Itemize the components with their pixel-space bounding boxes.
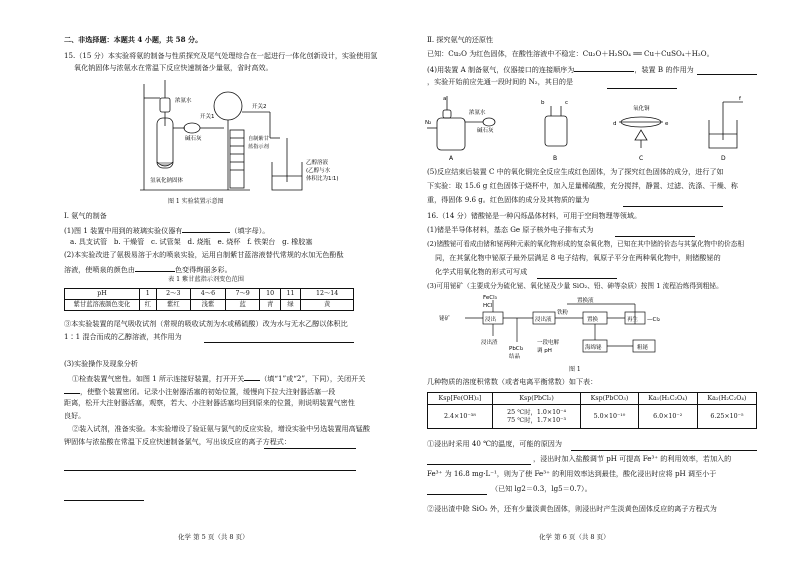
q15-4-order-blank[interactable]: [574, 64, 634, 72]
fig1-label-switch1: 开关1: [200, 114, 215, 120]
q15-exp-ii-answer-line1[interactable]: [264, 448, 356, 449]
flow-crystal: 结晶: [509, 354, 521, 360]
flow-sponge: 海绵铋: [585, 345, 602, 351]
q16-3-i-answer-line1[interactable]: [571, 450, 757, 451]
q15-1: (1)图 1 装置中用到的玻璃实验仪器有 （填字母）。: [64, 226, 270, 235]
ksp-intro: 几种物质的溶度积常数（或者电离平衡常数）如下表：: [427, 377, 598, 386]
flow-regen: 再生: [627, 317, 639, 323]
q15-exp-ii-line2: 钾固体与浓盐酸在常温下反应快速制备氯气，写出该反应的离子方程式：: [64, 437, 291, 446]
fig2-label-a: a: [443, 96, 447, 102]
flow-cl2: —Cl₂: [647, 317, 661, 323]
flow-ore: 铋矿: [439, 316, 451, 322]
q15-intro-line2: 氧化钠固体与浓氨水在常温下反应快速制备少量氨，省时高效。: [74, 63, 273, 72]
figure1-apparatus: [130, 78, 360, 196]
flow-leach: 浸出: [485, 317, 497, 323]
flow-one-step: 一段电解: [537, 340, 560, 346]
flow-leach-residue: 浸出渣: [481, 340, 498, 346]
q15-1-options: a. 具支试管 b. 干燥管 c. 试管架 d. 烧瓶 e. 烧杯 f. 铁架台 g. 橡胶塞: [70, 237, 313, 246]
q16-3-i-line2: ，浸出时加入盐酸调节 pH 可提高 Fe³⁺ 的利用效率，若加入的: [533, 454, 732, 463]
q15-3-answer-line[interactable]: [204, 342, 354, 343]
q15-2-line2: 溶液，使喷泉的颜色由 色变得绚丽多彩。: [64, 265, 232, 274]
fig1-label-indicator-1: 自制紫甘: [248, 136, 269, 142]
q16-2-answer-line[interactable]: [537, 278, 617, 279]
fig2-label-b: b: [541, 100, 545, 106]
q15-4-line2: ，实验开始前应先通一段时间的 N₂，其目的是: [427, 77, 574, 86]
q16-intro: 16.（14 分）锗酸铋是一种闪烁晶体材料，可用于空间物理等领域。: [427, 211, 642, 220]
q15-exp-title: (3)实验操作及现象分析: [64, 359, 138, 368]
q16-2-line2: 同，在其氯化物中铋原子最外层满足 8 电子结构，氧原子平分在两种氧化物中，则锗酸铋的: [435, 253, 721, 262]
q15-5-line1: (5)反应结束后装置 C 中的氧化铜完全反应生成红色固体，为了探究红色固体的成分，进行了如: [427, 167, 724, 176]
q15-exp-i-line3: 距离，松开大注射器活塞，观察，若大、小注射器活塞均回到原来的位置，则说明装置气密性: [64, 398, 355, 407]
q15-1-answer-blank[interactable]: [182, 225, 230, 233]
q15-4-purpose-line[interactable]: [697, 74, 757, 75]
q15-exp-i-line1: ①检查装置气密性。如图 1 所示连接好装置，打开开关 （填“1”或“2”，下同），关闭开关: [72, 374, 366, 383]
fig2-label-D: D: [721, 155, 726, 162]
flow-filtrate: 浸出液: [535, 317, 552, 323]
left-footer: 化学 第 5 页（共 8 页）: [178, 533, 249, 541]
q15-3-line1: ③本实验装置的尾气吸收试剂（常规的吸收试剂为水或稀硫酸）改为水与无水乙醇以体积比: [64, 319, 348, 328]
flow-pbcl2: PbCl₂: [509, 346, 524, 352]
flow-chart: [437, 294, 677, 366]
fig1-label-conc-ammonia: 浓氨水: [175, 98, 192, 104]
q16-3-i-answer-line2[interactable]: [427, 464, 531, 465]
q15-3-line2: 1∶1 混合而成的乙醇溶液，其作用为: [64, 332, 182, 341]
q15-5-answer-line[interactable]: [623, 206, 723, 207]
part1-title: Ⅰ. 氨气的制备: [64, 211, 107, 220]
q15-2-answer-blank[interactable]: [135, 264, 175, 272]
fig2-label-soda-lime: 碱石灰: [477, 128, 494, 134]
q15-5-line2: 下实验：取 15.6 g 红色固体于烧杯中，加入足量稀硫酸，充分搅拌，静置、过滤、洗涤、干燥、称: [427, 181, 738, 190]
fig1-label-switch2: 开关2: [252, 104, 267, 110]
q16-3: (3)可用铋矿（主要成分为硫化铋、氧化铋及少量 SiO₂、铅、砷等杂质）按图 1 流程冶炼得到粗铋。: [427, 282, 723, 290]
fig2-label-n2: N₂: [425, 120, 432, 126]
q15-switch-open-blank[interactable]: [244, 373, 260, 381]
q16-1-answer-line[interactable]: [615, 236, 695, 237]
q15-exp-ii-line1: ②装入试剂，准备实验。本实验增设了验证氨与氯气的反应实验，增设实验中另选装置用高锰酸: [72, 424, 370, 433]
q15-5-line3: 重，得固体 9.6 g。红色固体的成分及其物质的量为: [427, 195, 590, 204]
flow-iron-powder: 铁粉: [557, 310, 569, 316]
fig1-label-indicator-2: 蓝指示剂: [248, 144, 269, 150]
q16-1: (1)锗是半导体材料，基态 Ge 原子核外电子排布式为: [427, 225, 594, 234]
q15-4-line1: (4)用装置 A 制备氨气，仪器接口的连接顺序为 ，装置 B 的作用为: [427, 65, 694, 74]
fig2-label-c: c: [565, 100, 569, 106]
q15-4-n2-line[interactable]: [607, 88, 677, 89]
fig2-label-e: e: [665, 121, 669, 127]
figure1-caption: 图 1 实验装置示意图: [168, 198, 224, 205]
q16-3-i-line4: （已知 lg2＝0.3，lg5＝0.7）。: [491, 484, 592, 493]
ksp-table: Ksp[Fe(OH)₃] Ksp(PbCl₂) Ksp(PbCO₃) Ka₁(H₂C₂O₄) Ka₂(H₂C₂O₄) 2.4×10⁻³⁸ 25 ℃时，1.0×10⁻⁴ 75 ℃时，1.7×10⁻³ 5.0×10⁻¹⁰ 6.0×10⁻² 6.25×10⁻⁵: [427, 392, 757, 429]
flow-replace: 置换: [587, 317, 599, 323]
flow-fecl3: FeCl₃: [483, 295, 497, 301]
table1-title: 表 1 紫甘蓝指示剂变色范围: [168, 276, 244, 283]
q16-3-i-line3: Fe³⁺ 为 16.8 mg·L⁻¹，则为了使 Fe³⁺ 的利用效率达到最佳，酸化浸出时应将 pH 调至小于: [427, 469, 717, 478]
fig1-label-ethanol-3: 体积比为1∶1): [306, 176, 339, 182]
flow-ph-adj: 调 pH: [537, 348, 552, 354]
q16-3-i-line1: ①浸出时采用 40 ℃的温度，可能的原因为: [427, 439, 562, 448]
q15-intro-line1: 15.（15 分）本实验将氨的制备与性质探究及尾气处理综合在一起进行一体化创新设计，实验使用氢: [64, 51, 378, 60]
q15-exp-ii-answer-line2[interactable]: [64, 470, 356, 471]
flow-crude: 粗铋: [637, 345, 649, 351]
fig2-label-A: A: [449, 155, 454, 162]
fig1-label-soda-lime: 碱石灰: [185, 136, 202, 142]
flow-displace-liquid: 置换液: [577, 298, 594, 304]
fig1-label-ethanol-1: 乙醇溶液: [306, 160, 329, 166]
fig2-label-f: f: [739, 96, 741, 102]
section-header: 二、非选择题：本题共 4 小题，共 58 分。: [64, 35, 203, 44]
q16-2-line3: 化学式用氧化物的形式可写成: [435, 267, 528, 276]
q16-3-i-ph-blank[interactable]: [427, 494, 487, 495]
fig2-label-C: C: [639, 155, 644, 162]
table1: pH 1 2～3 4～6 7～9 10 11 12～14 紫甘蓝溶液颜色变化 红 紫红 浅紫 蓝 青 绿 黄: [64, 288, 354, 311]
q16-2-line1: (2)锗酸铋可看成由锗和铋两种元素的氧化物形成的复杂氧化物，已知在其中锗的价态与其氯化物中的价态相: [427, 240, 745, 248]
q16-3-ii: ②浸出渣中除 SiO₂ 外，还有少量淡黄色固体，则浸出时产生淡黄色固体反应的离子方程式为: [427, 504, 717, 513]
q15-exp-ii-answer-line3[interactable]: [64, 500, 144, 501]
fig2-label-copper-oxide: 氧化铜: [633, 106, 650, 112]
fig2-label-d: d: [613, 121, 617, 127]
fig1-label-naoh-solid: 氢氧化钠固体: [150, 178, 184, 184]
part2-title: Ⅱ. 探究氨气的还原性: [427, 35, 494, 44]
q15-switch-close-blank[interactable]: [64, 386, 80, 394]
q15-exp-i-line4: 良好。: [64, 411, 86, 420]
q15-exp-i-line2: ，使整个装置密闭。记录小注射器活塞的初始位置，缓慢向下拉大注射器活塞一段: [64, 386, 335, 397]
known-info: 已知：Cu₂O 为红色固体，在酸性溶液中不稳定：Cu₂O＋H₂SO₄ ══ Cu＋CuSO₄＋H₂O。: [427, 49, 714, 58]
right-page: [397, 0, 794, 562]
q15-2-line1: (2)本实验改进了氨极易溶于水的喷泉实验，运用自制紫甘蓝溶液替代常规的水加无色酚酞: [64, 250, 344, 259]
flow-caption: 图 1: [569, 366, 581, 373]
right-footer: 化学 第 6 页（共 8 页）: [539, 533, 610, 541]
flow-hcl: HCl: [483, 303, 493, 309]
fig1-label-ethanol-2: (乙醇与水: [306, 168, 331, 174]
figure2-apparatus: [427, 92, 757, 162]
fig2-label-conc-ammonia: 浓氨水: [469, 110, 486, 116]
fig2-label-B: B: [553, 155, 558, 162]
